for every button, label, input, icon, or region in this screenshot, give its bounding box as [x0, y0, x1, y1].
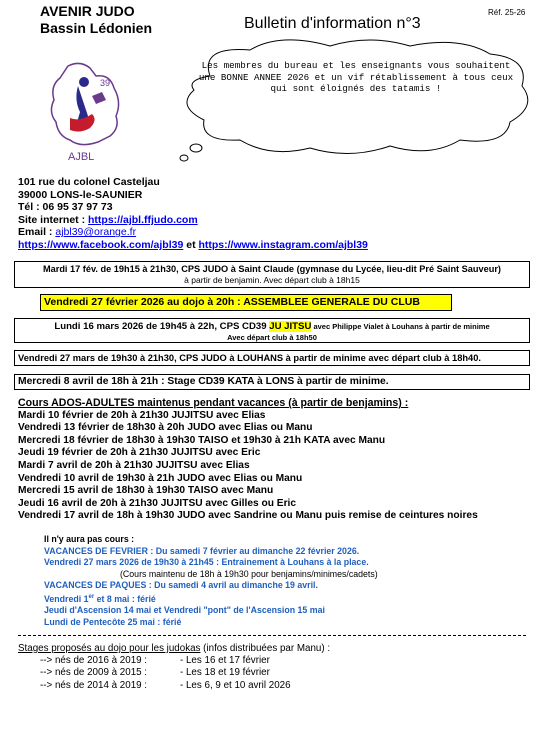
stage-row	[18, 655, 528, 667]
event-louhans	[14, 350, 530, 366]
stage-row	[18, 667, 528, 679]
greeting-message: Les membres du bureau et les enseignants vous souhaitent une BONNE ANNEE 2026 et un vif rétablissement à tous ceux qui sont éloignés des tatamis !	[198, 60, 514, 94]
course-item: Vendredi 10 avril de 19h30 à 21h JUDO avec Elias ou Manu	[18, 472, 303, 484]
club-logo	[40, 56, 130, 166]
course-item: Jeudi 16 avril de 20h à 21h30 JUJITSU avec Gilles ou Eric	[18, 497, 297, 509]
event-jujitsu-tail: avec Philippe Vialet à Louhans à partir de minime	[311, 322, 490, 331]
contact-block	[18, 176, 368, 252]
email-link[interactable]: ajbl39@orange.fr	[55, 226, 137, 239]
stages-section	[18, 643, 528, 692]
event-louhans-text: Vendredi 27 mars de 19h30 à 21h30, CPS JUDO à LOUHANS à partir de minime avec départ club à 18h40.	[18, 353, 481, 363]
section-divider	[18, 635, 526, 636]
stages-heading	[18, 643, 528, 655]
maintained-course-note: (Cours maintenu de 18h à 19h30 pour benjamins/minimes/cadets)	[120, 568, 378, 579]
may-holidays-start: Vendredi 1	[44, 593, 89, 604]
email-row	[18, 226, 368, 239]
stage-when: - Les 18 et 19 février	[180, 667, 270, 679]
courses-section	[18, 397, 478, 523]
event-jujitsu	[14, 318, 530, 343]
course-item: Mardi 7 avril de 20h à 21h30 JUJITSU avec Elias	[18, 459, 250, 471]
stages-heading-rest: (infos distribuées par Manu) :	[200, 643, 331, 654]
may-holidays	[44, 592, 378, 606]
stage-who: --> nés de 2016 à 2019 :	[40, 655, 148, 667]
stage-who: --> nés de 2014 à 2019 :	[40, 679, 148, 691]
holiday-february: VACANCES DE FEVRIER : Du samedi 7 février au dimanche 22 février 2026.	[44, 545, 360, 556]
website-link[interactable]: https://ajbl.ffjudo.com	[88, 213, 198, 226]
holiday-easter: VACANCES DE PAQUES : Du samedi 4 avril au dimanche 19 avril.	[44, 580, 318, 591]
stage-when: - Les 16 et 17 février	[180, 655, 270, 667]
friday-louhans: Vendredi 27 mars 2026 de 19h30 à 21h45 : Entrainement à Louhans à la place.	[44, 557, 369, 568]
logo-text: AJBL	[68, 151, 95, 163]
club-subtitle: Bassin Lédonien	[40, 20, 153, 36]
may-holidays-sup: er	[88, 593, 95, 600]
course-item: Mardi 10 février de 20h à 21h30 JUJITSU avec Elias	[18, 409, 266, 421]
social-separator: et	[183, 238, 199, 251]
reference: Réf. 25-26	[488, 8, 526, 17]
event-saint-claude	[14, 261, 530, 288]
may-holidays-end: et 8 mai : férié	[94, 593, 156, 604]
phone: Tél : 06 95 37 97 73	[18, 201, 113, 214]
greeting-cloud	[170, 36, 540, 166]
course-item: Jeudi 19 février de 20h à 21h30 JUJITSU avec Eric	[18, 447, 261, 459]
course-item: Mercredi 18 février de 18h30 à 19h30 TAISO et 19h30 à 21h KATA avec Manu	[18, 434, 386, 446]
facebook-link[interactable]: https://www.facebook.com/ajbl39	[18, 238, 184, 251]
event-jujitsu-line2: Avec départ club à 18h50	[227, 333, 317, 342]
event-saint-claude-line1: Mardi 17 fév. de 19h15 à 21h30, CPS JUDO à Saint Claude (gymnase du Lycée, lieu-dit Pré Saint Sauveur)	[42, 264, 501, 274]
event-saint-claude-line2: à partir de benjamin. Avec départ club à 18h15	[184, 275, 360, 285]
social-row	[18, 239, 368, 252]
stage-row	[18, 680, 528, 692]
stage-who: --> nés de 2009 à 2015 :	[40, 667, 148, 679]
course-item: Mercredi 15 avril de 18h30 à 19h30 TAISO avec Manu	[18, 485, 274, 497]
stages-heading-underlined: Stages proposés au dojo pour les judokas	[18, 643, 201, 654]
no-course-section	[44, 534, 378, 629]
event-assemblee-text: Vendredi 27 février 2026 au dojo à 20h : ASSEMBLEE GENERALE DU CLUB	[44, 296, 420, 308]
event-kata-text: Mercredi 8 avril de 18h à 21h : Stage CD39 KATA à LONS à partir de minime.	[18, 376, 389, 387]
event-kata	[14, 374, 530, 390]
stage-when: - Les 6, 9 et 10 avril 2026	[180, 679, 291, 691]
course-item: Vendredi 17 avril de 18h à 19h30 JUDO avec Sandrine ou Manu puis remise de ceintures noires	[18, 510, 478, 522]
event-assemblee	[40, 294, 452, 311]
event-jujitsu-main: Lundi 16 mars 2026 de 19h45 à 22h, CPS CD39	[54, 321, 270, 332]
ascension-days: Jeudi d'Ascension 14 mai et Vendredi "pont" de l'Ascension 15 mai	[44, 605, 325, 616]
pentecost-day: Lundi de Pentecôte 25 mai : férié	[44, 617, 182, 628]
website-row	[18, 214, 368, 227]
no-course-heading: Il n'y aura pas cours :	[44, 534, 135, 544]
address-line-1: 101 rue du colonel Casteljau	[18, 176, 160, 188]
jujitsu-highlight: JU JITSU	[269, 321, 312, 332]
instagram-link[interactable]: https://www.instagram.com/ajbl39	[198, 238, 368, 251]
club-name: AVENIR JUDO	[40, 3, 135, 19]
course-item: Vendredi 13 février de 18h30 à 20h JUDO avec Elias ou Manu	[18, 422, 313, 434]
website-label: Site internet :	[18, 213, 89, 226]
email-label: Email :	[18, 226, 56, 239]
bulletin-title: Bulletin d'information n°3	[244, 15, 421, 32]
courses-heading: Cours ADOS-ADULTES maintenus pendant vacances (à partir de benjamins) :	[18, 397, 409, 409]
address-line-2: 39000 LONS-le-SAUNIER	[18, 188, 143, 201]
logo-number: 39	[100, 78, 111, 88]
